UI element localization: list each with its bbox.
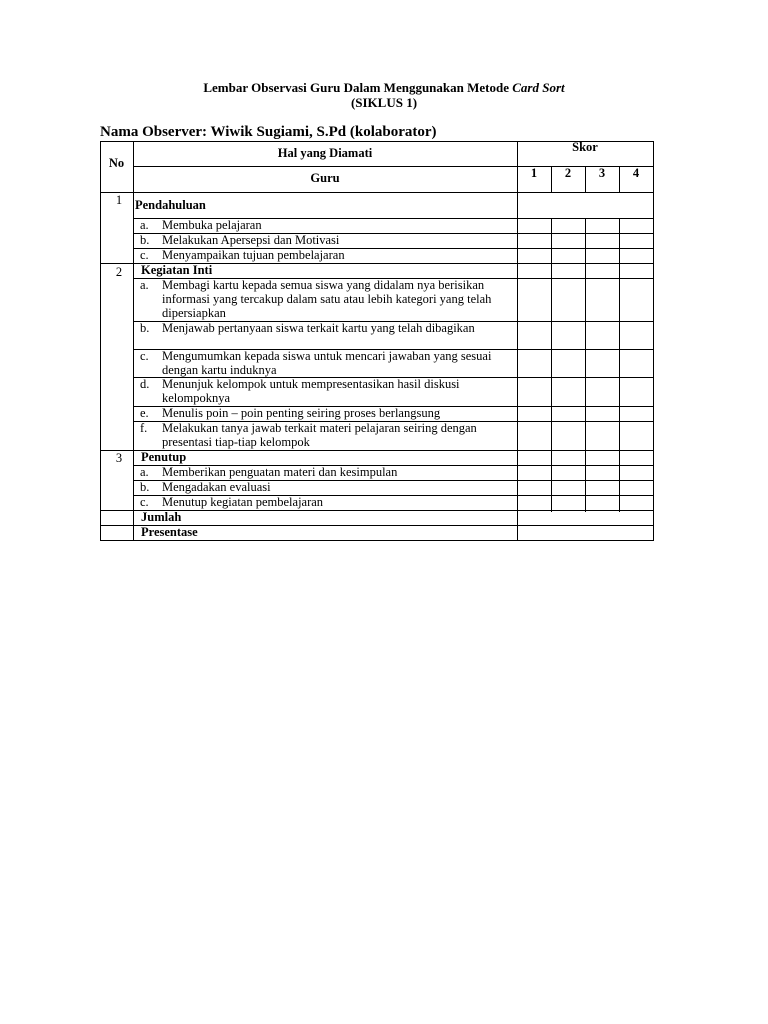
item-text: Membuka pelajaran xyxy=(162,218,262,232)
header-no: No xyxy=(108,156,125,170)
header-hal: Hal yang Diamati xyxy=(277,146,373,160)
section-title: Pendahuluan xyxy=(135,198,206,212)
jumlah-label: Jumlah xyxy=(141,510,182,524)
item-text: Menunjuk kelompok untuk mempresentasikan hasil diskusi kelompoknya xyxy=(162,377,460,405)
observer-name: Nama Observer: Wiwik Sugiami, S.Pd (kolaborator) xyxy=(100,124,437,140)
section-title: Kegiatan Inti xyxy=(141,263,213,277)
item-letter: a. xyxy=(140,465,149,479)
item-letter: d. xyxy=(140,377,150,391)
row-line xyxy=(100,510,653,511)
header-score-4: 4 xyxy=(632,166,640,180)
item-text: Menutup kegiatan pembelajaran xyxy=(162,495,324,509)
item-text: Mengadakan evaluasi xyxy=(162,480,271,494)
header-skor: Skor xyxy=(572,140,598,154)
header-guru: Guru xyxy=(310,171,340,185)
table-border-left xyxy=(100,141,101,541)
title-text: Lembar Observasi Guru Dalam Menggunakan Metode xyxy=(203,80,513,95)
item-letter: b. xyxy=(140,233,150,247)
item-letter: e. xyxy=(140,406,149,420)
title-italic-text: Card Sort xyxy=(512,80,565,95)
section-title: Penutup xyxy=(141,450,187,464)
item-letter: b. xyxy=(140,480,150,494)
item-letter: a. xyxy=(140,218,149,232)
item-text: Memberikan penguatan materi dan kesimpulan xyxy=(162,465,398,479)
item-text: Menjawab pertanyaan siswa terkait kartu yang telah dibagikan xyxy=(162,321,475,335)
section-number: 3 xyxy=(115,451,123,465)
document-title xyxy=(0,80,768,95)
section-number: 2 xyxy=(115,265,123,279)
section-number: 1 xyxy=(115,193,123,207)
header-bottom xyxy=(100,192,653,193)
document-subtitle: (SIKLUS 1) xyxy=(350,95,418,110)
header-score-2: 2 xyxy=(564,166,572,180)
item-text: Menulis poin – poin penting seiring proses berlangsung xyxy=(162,406,441,420)
item-text: Menyampaikan tujuan pembelajaran xyxy=(162,248,345,262)
item-letter: c. xyxy=(140,349,149,363)
item-text: Melakukan Apersepsi dan Motivasi xyxy=(162,233,340,247)
item-text: Mengumumkan kepada siswa untuk mencari jawaban yang sesuai dengan kartu induknya xyxy=(162,349,492,377)
item-letter: a. xyxy=(140,278,149,292)
item-text: Membagi kartu kepada semua siswa yang didalam nya berisikan informasi yang tercakup dalam satu atau lebih kategori yang telah dipersiapkan xyxy=(162,278,492,320)
table-border-bottom xyxy=(100,540,653,541)
item-letter: c. xyxy=(140,248,149,262)
item-letter: b. xyxy=(140,321,150,335)
header-score-3: 3 xyxy=(598,166,606,180)
item-letter: f. xyxy=(140,421,148,435)
presentase-label: Presentase xyxy=(141,525,198,539)
header-score-1: 1 xyxy=(530,166,538,180)
item-letter: c. xyxy=(140,495,149,509)
table-border-right xyxy=(653,141,654,541)
item-text: Melakukan tanya jawab terkait materi pelajaran seiring dengan presentasi tiap-tiap kelompok xyxy=(162,421,477,449)
table-border-hal xyxy=(517,141,518,541)
